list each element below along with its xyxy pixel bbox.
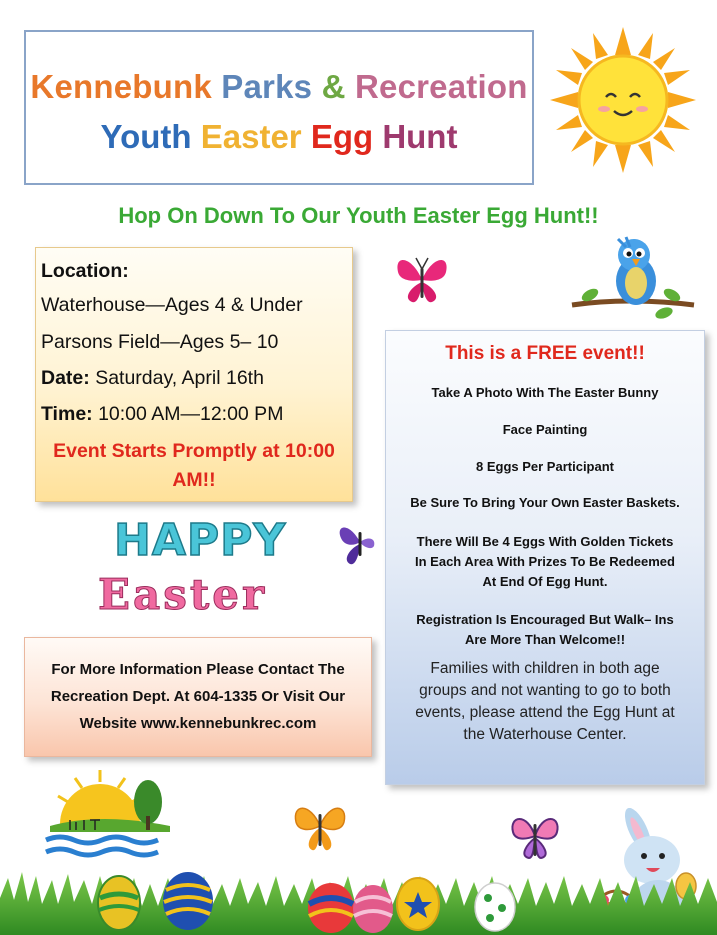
families-line-4: the Waterhouse Center.: [463, 726, 627, 743]
easter-egg-icon: [95, 870, 143, 932]
contact-line-3: Website www.kennebunkrec.com: [79, 715, 317, 732]
start-notice: [36, 437, 352, 495]
details-panel: [385, 330, 705, 785]
golden-line-1: There Will Be 4 Eggs With Golden Tickets: [416, 534, 674, 549]
title-word-easter: Easter: [200, 118, 302, 155]
contact-panel: [24, 637, 372, 757]
location-label: Location:: [41, 260, 129, 282]
headline: Hop On Down To Our Youth Easter Egg Hunt!!: [118, 203, 599, 228]
location-waterhouse: Waterhouse—Ages 4 & Under: [41, 294, 303, 316]
title-line-1: [26, 68, 532, 106]
easter-egg-icon: [350, 880, 396, 934]
happy-text: HAPPY: [114, 515, 287, 566]
registration-line-2: Are More Than Welcome!!: [464, 632, 626, 647]
date-value: Saturday, April 16th: [95, 367, 264, 389]
title-word-hunt: Hunt: [382, 118, 458, 155]
start-notice-line-1: Event Starts Promptly at 10:00: [53, 440, 335, 462]
golden-line-3: At End Of Egg Hunt.: [482, 574, 608, 589]
time-label: Time:: [41, 403, 93, 425]
title-word-recreation: Recreation: [355, 68, 528, 105]
date-row: [41, 367, 264, 390]
time-row: [41, 403, 283, 426]
contact-text: [29, 656, 367, 737]
sun-icon: [548, 25, 698, 175]
easter-egg-icon: [472, 878, 518, 932]
date-label: Date:: [41, 367, 90, 389]
title-word-kennebunk: Kennebunk: [30, 68, 212, 105]
butterfly-icon: [290, 800, 350, 856]
contact-line-2: Recreation Dept. At 604-1335 Or Visit Our: [50, 688, 346, 705]
happy-easter-graphic: [80, 515, 300, 625]
title-box: [24, 30, 534, 185]
easter-egg-icon: [394, 872, 442, 932]
item-golden-tickets: [392, 532, 698, 592]
title-word-ampersand: &: [321, 68, 346, 105]
easter-text: Easter: [98, 570, 268, 619]
families-line-1: Families with children in both age: [430, 660, 660, 677]
item-registration: [392, 610, 698, 650]
title-line-2: [26, 118, 532, 156]
families-line-3: events, please attend the Egg Hunt at: [415, 704, 675, 721]
easter-egg-icon: [160, 866, 216, 932]
item-face-painting: Face Painting: [502, 422, 588, 437]
location-parsons: Parsons Field—Ages 5– 10: [41, 331, 279, 353]
item-eggs: 8 Eggs Per Participant: [476, 459, 614, 474]
contact-line-1: For More Information Please Contact The: [51, 661, 345, 678]
park-logo-icon: [40, 768, 180, 868]
bluebird-icon: [568, 235, 698, 323]
item-baskets: Be Sure To Bring Your Own Easter Baskets.: [410, 495, 680, 510]
families-note: [400, 658, 690, 746]
item-photo: Take A Photo With The Easter Bunny: [431, 385, 659, 400]
butterfly-icon: [334, 520, 382, 566]
start-notice-line-2: AM!!: [172, 469, 216, 491]
butterfly-icon: [392, 252, 452, 308]
title-word-youth: Youth: [100, 118, 192, 155]
title-word-parks: Parks: [221, 68, 313, 105]
families-line-2: groups and not wanting to go to both: [419, 682, 671, 699]
golden-line-2: In Each Area With Prizes To Be Redeemed: [415, 554, 675, 569]
time-value: 10:00 AM—12:00 PM: [98, 403, 284, 425]
info-panel: [35, 247, 353, 502]
title-word-egg: Egg: [310, 118, 374, 155]
registration-line-1: Registration Is Encouraged But Walk– Ins: [416, 612, 674, 627]
free-event-title: This is a FREE event!!: [445, 343, 645, 364]
